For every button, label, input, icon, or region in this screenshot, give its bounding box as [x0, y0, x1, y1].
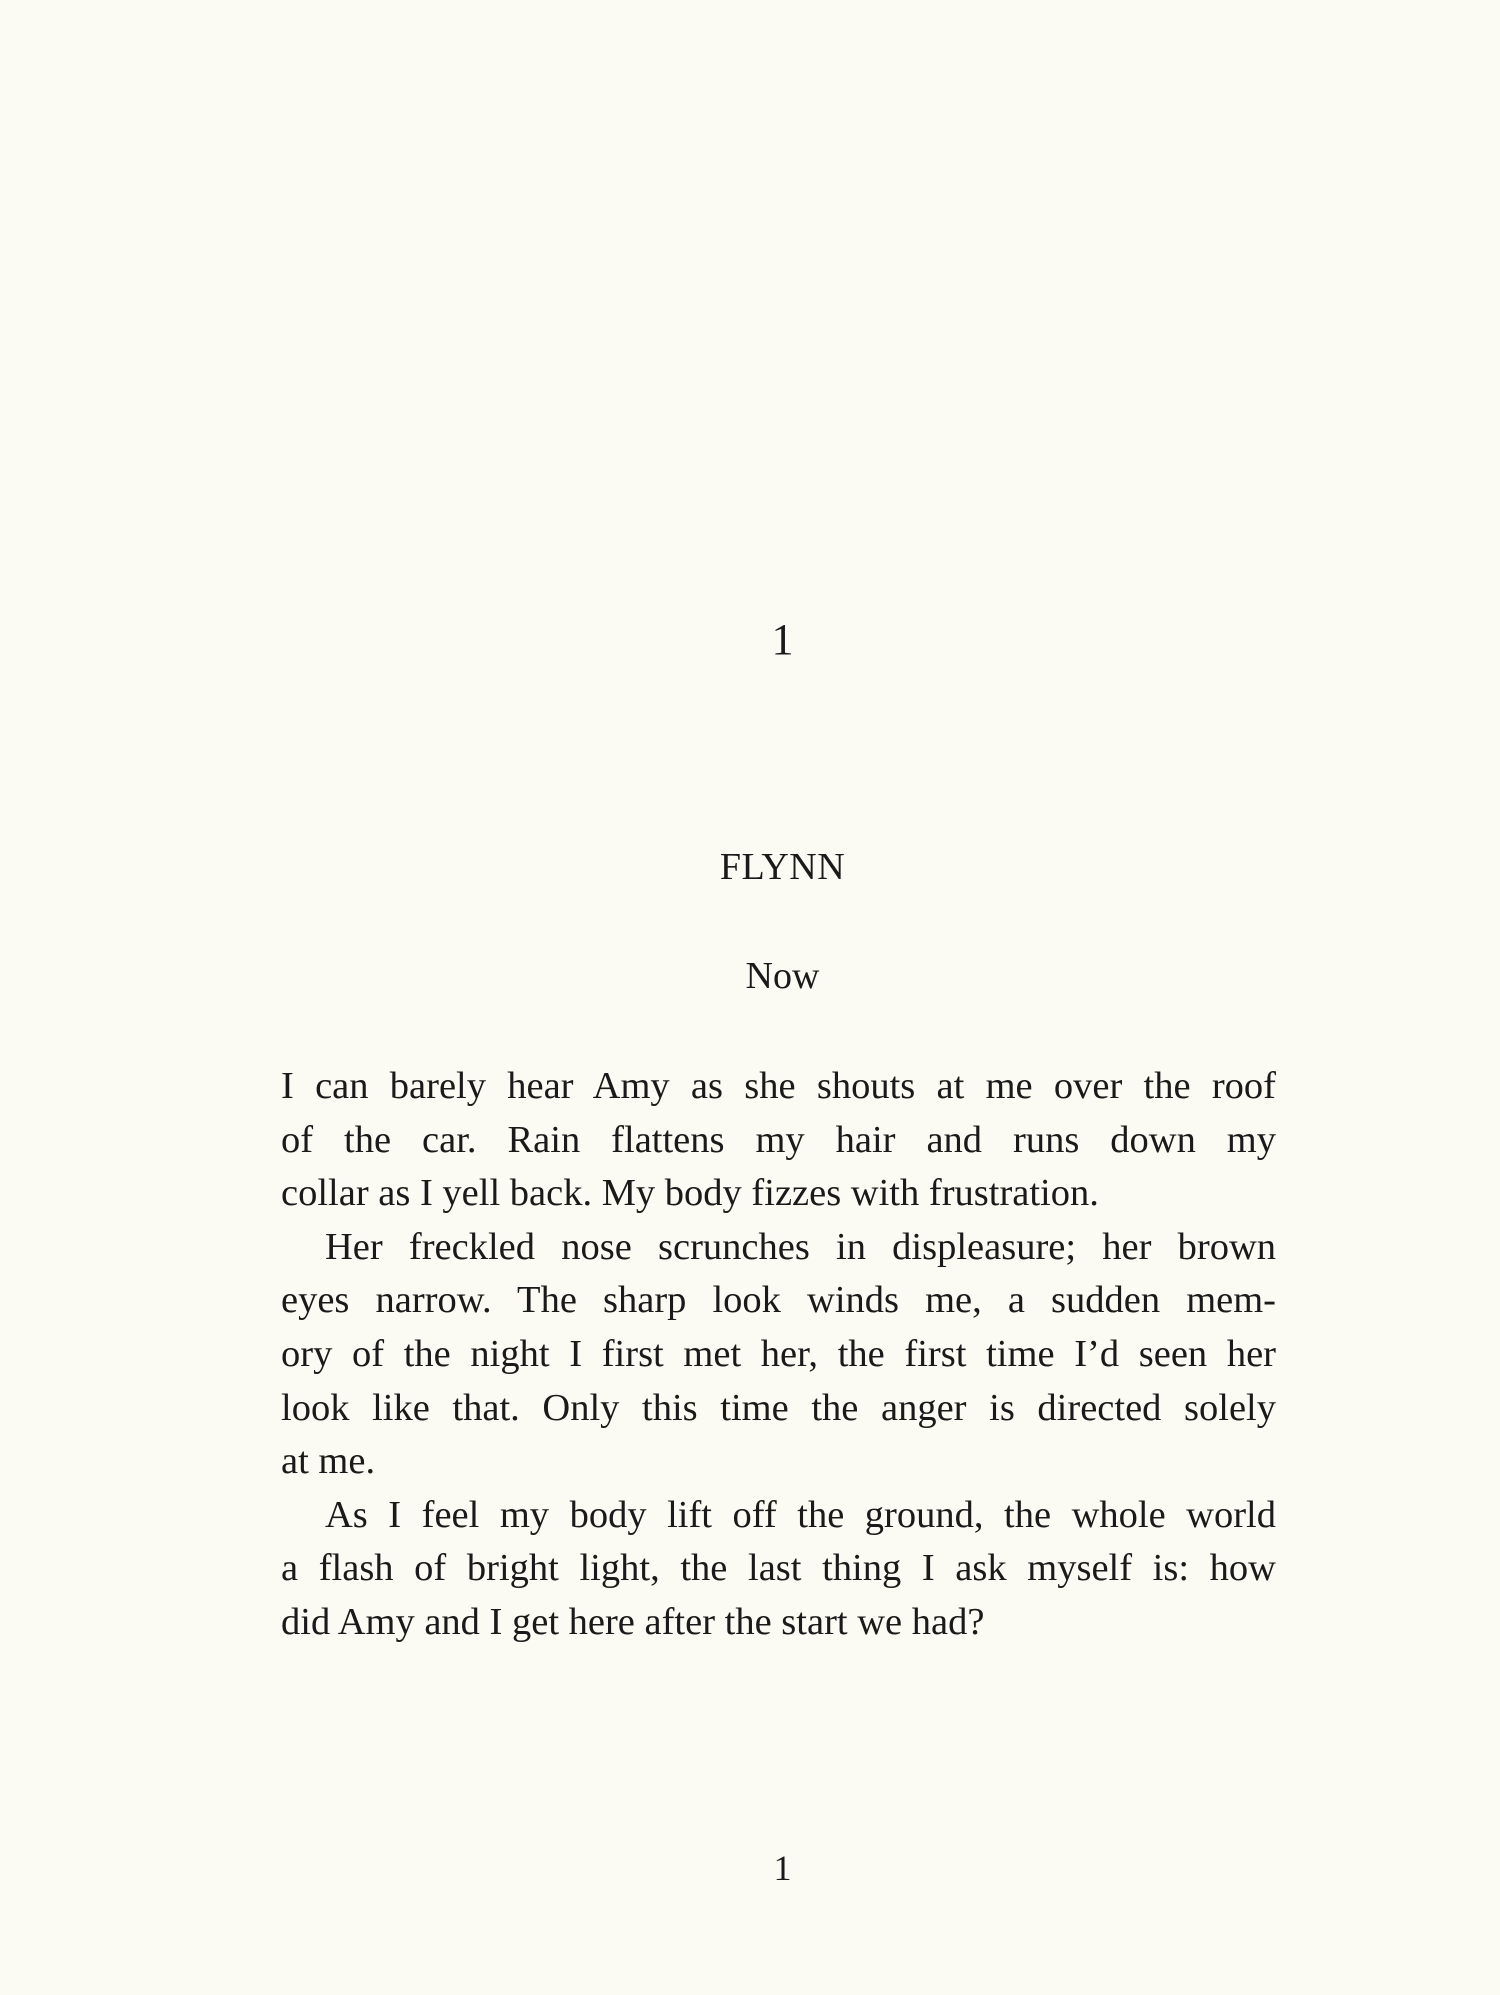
body-text [281, 1060, 1276, 1650]
paragraph [281, 1489, 1276, 1650]
text-line: a flash of bright light, the last thing I ask myself is: how [281, 1547, 1276, 1590]
text-line: did Amy and I get here after the start we had? [281, 1600, 985, 1643]
paragraph [281, 1060, 1276, 1221]
text-line: collar as I yell back. My body fizzes with frustration. [281, 1172, 1099, 1215]
page-number: 1 [773, 1848, 792, 1888]
paragraph [281, 1221, 1276, 1489]
text-line: of the car. Rain flattens my hair and runs down my [281, 1118, 1276, 1161]
text-line: look like that. Only this time the anger is directed solely [281, 1386, 1276, 1429]
chapter-number: 1 [771, 615, 794, 664]
text-line: I can barely hear Amy as she shouts at me over the roof [281, 1065, 1276, 1107]
text-line: As I feel my body lift off the ground, the whole world [325, 1493, 1276, 1536]
text-line: ory of the night I first met her, the first time I’d seen her [281, 1332, 1276, 1375]
text-line: eyes narrow. The sharp look winds me, a sudden mem- [281, 1279, 1276, 1322]
chapter-subheading: Now [745, 955, 820, 997]
text-line: Her freckled nose scrunches in displeasure; her brown [325, 1225, 1276, 1268]
text-line: at me. [281, 1440, 376, 1483]
chapter-heading: FLYNN [719, 846, 846, 888]
